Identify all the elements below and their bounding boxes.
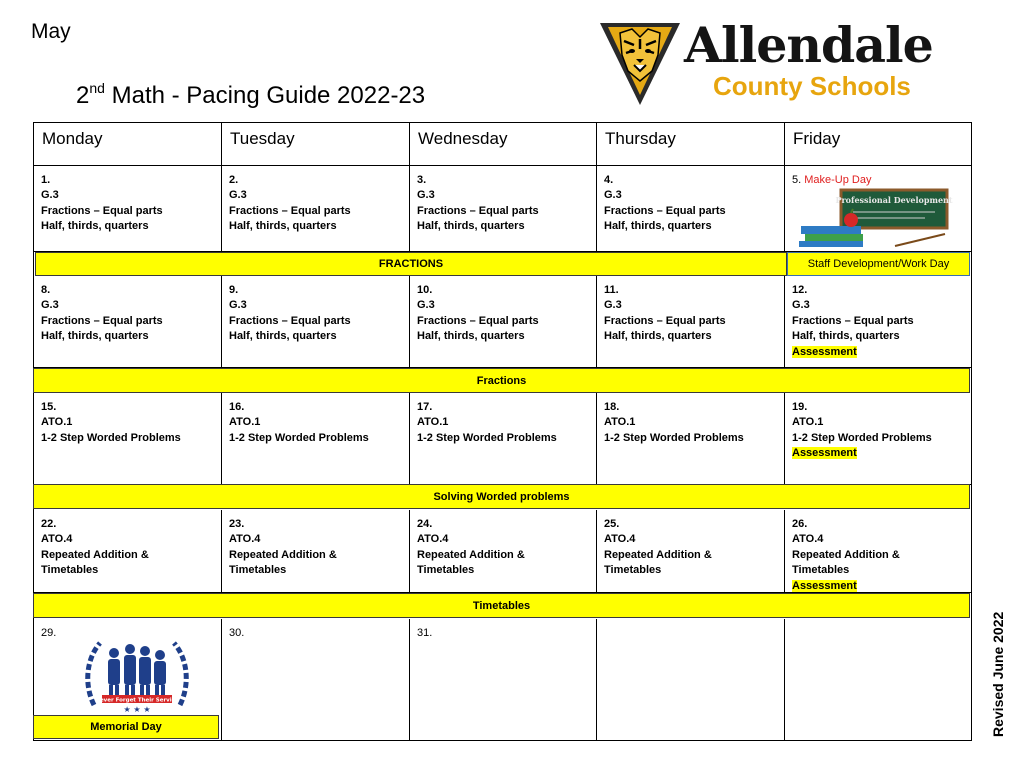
day-date: 12. (792, 284, 808, 296)
day-header-friday: Friday (785, 123, 972, 166)
day-date: 23. (229, 518, 245, 530)
day-standard: ATO.4 (41, 533, 73, 546)
day-date: 25. (604, 518, 620, 530)
day-topic: Repeated Addition & (41, 548, 149, 561)
day-topic: Fractions – Equal parts (41, 314, 163, 327)
day-subtopic: Half, thirds, quarters (417, 220, 525, 233)
day-date: 8. (41, 284, 51, 296)
theme-band-timetables: Timetables (33, 593, 970, 618)
day-topic: Repeated Addition & (229, 548, 337, 561)
calendar-grid (33, 122, 972, 741)
day-standard: ATO.1 (229, 416, 261, 429)
professional-development-image (795, 188, 955, 248)
day-cell-22 (34, 510, 222, 593)
day-topic: Fractions – Equal parts (792, 314, 914, 327)
day-cell-19 (785, 393, 972, 485)
day-topic: Fractions – Equal parts (604, 204, 726, 217)
day-standard: ATO.4 (229, 533, 261, 546)
day-cell-25 (597, 510, 785, 593)
day-topic: Repeated Addition & (604, 548, 712, 561)
assessment-badge: Assessment (792, 345, 857, 358)
day-cell-3 (410, 166, 597, 252)
day-date: 22. (41, 518, 57, 530)
day-cell-30 (222, 619, 410, 741)
day-subtopic: Half, thirds, quarters (792, 330, 900, 343)
day-topic: Repeated Addition & (792, 548, 900, 561)
day-subtopic: Timetables (792, 564, 850, 577)
day-cell-2 (222, 166, 410, 252)
day-cell-10 (410, 276, 597, 368)
day-standard: G.3 (41, 299, 59, 312)
assessment-badge: Assessment (792, 579, 857, 592)
day-date: 30. (229, 627, 245, 639)
day-date: 15. (41, 401, 57, 413)
day-date: 2. (229, 174, 239, 186)
day-cell-18 (597, 393, 785, 485)
day-topic: 1-2 Step Worded Problems (41, 431, 181, 444)
day-cell-1 (34, 166, 222, 252)
svg-text:★ ★ ★: ★ ★ ★ (123, 705, 151, 714)
day-cell-31 (410, 619, 597, 741)
day-date-line (792, 173, 965, 188)
logo-subtitle: County Schools (713, 71, 911, 101)
day-header-thursday: Thursday (597, 123, 785, 166)
title-text: Math - Pacing Guide 2022-23 (104, 82, 426, 109)
day-cell-16 (222, 393, 410, 485)
day-date: 3. (417, 174, 427, 186)
theme-band-worded-problems: Solving Worded problems (33, 484, 970, 509)
day-standard: G.3 (41, 189, 59, 202)
day-cell-17 (410, 393, 597, 485)
assessment-badge: Assessment (792, 447, 857, 460)
day-standard: G.3 (229, 189, 247, 202)
day-subtopic: Half, thirds, quarters (229, 220, 337, 233)
day-header-tuesday: Tuesday (222, 123, 410, 166)
service-banner-text: Never Forget Their Service (95, 697, 179, 704)
day-date: 10. (417, 284, 433, 296)
day-standard: ATO.4 (604, 533, 636, 546)
day-cell-9 (222, 276, 410, 368)
day-topic: Fractions – Equal parts (229, 204, 351, 217)
day-date: 29. (41, 627, 57, 639)
day-header-wednesday: Wednesday (410, 123, 597, 166)
day-standard: ATO.1 (41, 416, 73, 429)
day-cell-26 (785, 510, 972, 593)
revised-date-label: Revised June 2022 (990, 611, 1006, 737)
day-standard: ATO.4 (417, 533, 449, 546)
day-cell-empty-2 (785, 619, 972, 741)
day-cell-24 (410, 510, 597, 593)
make-up-day-note: Make-Up Day (804, 174, 872, 186)
day-date: 19. (792, 401, 808, 413)
day-date: 1. (41, 174, 51, 186)
day-standard: G.3 (792, 299, 810, 312)
day-standard: ATO.1 (792, 416, 824, 429)
day-subtopic: Timetables (229, 564, 287, 577)
day-subtopic: Half, thirds, quarters (229, 330, 337, 343)
chalkboard-title: Professional Development (835, 195, 953, 205)
day-date: 16. (229, 401, 245, 413)
day-cell-11 (597, 276, 785, 368)
day-date: 4. (604, 174, 614, 186)
day-header-monday: Monday (34, 123, 222, 166)
day-standard: G.3 (604, 189, 622, 202)
day-topic: Fractions – Equal parts (417, 314, 539, 327)
day-topic: Fractions – Equal parts (417, 204, 539, 217)
day-cell-8 (34, 276, 222, 368)
day-date: 9. (229, 284, 239, 296)
day-topic: Fractions – Equal parts (604, 314, 726, 327)
day-topic: Fractions – Equal parts (229, 314, 351, 327)
day-cell-5 (785, 166, 972, 252)
day-date: 11. (604, 284, 619, 296)
memorial-day-label: Memorial Day (33, 715, 219, 739)
logo-wordmark: Allendale (684, 16, 933, 74)
day-standard: G.3 (417, 299, 435, 312)
day-cell-23 (222, 510, 410, 593)
day-subtopic: Timetables (604, 564, 662, 577)
theme-band-fractions-2: Fractions (33, 368, 970, 393)
month-label: May (31, 20, 71, 43)
tiger-emblem-icon (596, 15, 684, 111)
day-subtopic: Timetables (417, 564, 475, 577)
page-title (76, 80, 425, 110)
day-standard: ATO.1 (417, 416, 449, 429)
day-subtopic: Half, thirds, quarters (41, 330, 149, 343)
day-standard: G.3 (417, 189, 435, 202)
day-standard: ATO.4 (792, 533, 824, 546)
day-date: 31. (417, 627, 433, 639)
day-cell-4 (597, 166, 785, 252)
theme-band-fractions: FRACTIONS (35, 252, 787, 276)
day-standard: G.3 (604, 299, 622, 312)
day-subtopic: Half, thirds, quarters (417, 330, 525, 343)
day-subtopic: Half, thirds, quarters (604, 330, 712, 343)
day-date: 17. (417, 401, 433, 413)
day-topic: 1-2 Step Worded Problems (417, 431, 557, 444)
day-cell-15 (34, 393, 222, 485)
day-subtopic: Half, thirds, quarters (604, 220, 712, 233)
day-topic: 1-2 Step Worded Problems (792, 431, 932, 444)
day-date: 24. (417, 518, 433, 530)
day-cell-12 (785, 276, 972, 368)
title-grade-number: 2 (76, 82, 90, 109)
school-logo (596, 15, 956, 111)
day-date: 18. (604, 401, 620, 413)
day-cell-empty-1 (597, 619, 785, 741)
day-topic: 1-2 Step Worded Problems (229, 431, 369, 444)
day-subtopic: Half, thirds, quarters (41, 220, 149, 233)
title-grade-suffix: nd (89, 80, 105, 96)
day-standard: G.3 (229, 299, 247, 312)
day-standard: ATO.1 (604, 416, 636, 429)
day-subtopic: Timetables (41, 564, 99, 577)
day-topic: Fractions – Equal parts (41, 204, 163, 217)
day-date: 26. (792, 518, 808, 530)
soldiers-silhouette-image (82, 635, 192, 715)
day-date: 5. (792, 174, 802, 186)
day-topic: Repeated Addition & (417, 548, 525, 561)
day-topic: 1-2 Step Worded Problems (604, 431, 744, 444)
staff-development-band: Staff Development/Work Day (787, 252, 970, 276)
